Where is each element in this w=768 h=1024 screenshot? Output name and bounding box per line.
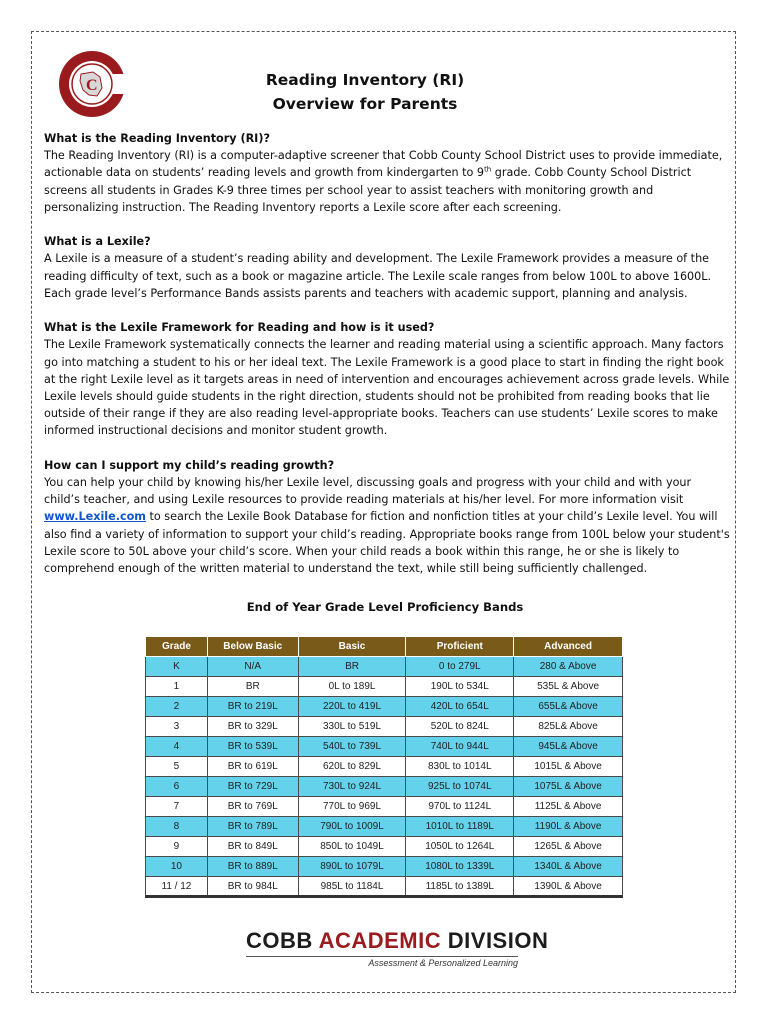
table-cell: 540L to 739L [298,737,406,757]
table-cell: 620L to 829L [298,757,406,777]
section-heading-framework: What is the Lexile Framework for Reading and how is it used? [44,321,435,335]
table-cell: 825L& Above [514,717,623,737]
svg-text:C: C [86,77,98,94]
table-cell: 1080L to 1339L [406,857,514,877]
table-cell: 520L to 824L [406,717,514,737]
table-row [146,657,623,677]
section-heading-lexile: What is a Lexile? [44,235,151,249]
table-cell: 535L & Above [514,677,623,697]
table-header-cell: Basic [298,637,406,657]
table-cell: 280 & Above [514,657,623,677]
table-cell: 655L& Above [514,697,623,717]
table-header-cell: Below Basic [207,637,298,657]
table-cell: 730L to 924L [298,777,406,797]
table-cell: 1265L & Above [514,837,623,857]
table-cell: 1015L & Above [514,757,623,777]
table-title: End of Year Grade Level Proficiency Bands [246,600,524,614]
table-cell: 1010L to 1189L [406,817,514,837]
table-cell: 9 [146,837,208,857]
table-row [146,877,623,897]
footer-subtitle: Assessment & Personalized Learning [368,958,518,968]
cobb-county-c-logo-icon [56,48,128,120]
table-cell: 970L to 1124L [406,797,514,817]
table-cell: 925L to 1074L [406,777,514,797]
table-cell: 1 [146,677,208,697]
table-header-cell: Proficient [406,637,514,657]
table-cell: 5 [146,757,208,777]
table-cell: 220L to 419L [298,697,406,717]
table-cell: BR to 329L [207,717,298,737]
table-cell: 1185L to 1389L [406,877,514,897]
table-row [146,737,623,757]
page-title: Reading Inventory (RI) [265,71,465,89]
footer-divider [246,956,518,957]
section-heading-support: How can I support my child’s reading growth? [44,458,335,472]
table-row [146,757,623,777]
table-header-row [146,637,623,657]
table-row [146,697,623,717]
table-cell: 190L to 534L [406,677,514,697]
table-cell: 1075L & Above [514,777,623,797]
section-text-framework: The Lexile Framework systematically connects the learner and reading material using a scientific approach. Many factors go into matching a student to his or her ideal text. The Lexile Framework is a good place to start in finding the right book at the right Lexile level as it targets areas in need of intervention and encourages achievement across grade levels. While Lexile levels should guide students in the right direction, students should not be prohibited from reading books that lie outside of their range if they are also reading level-appropriate books. Teachers can use students’ Lexile scores to make informed instructional decisions and monitor student growth. [44,338,730,438]
table-cell: BR [207,677,298,697]
table-header-cell: Grade [146,637,208,657]
table-cell: 1050L to 1264L [406,837,514,857]
table-cell: 2 [146,697,208,717]
table-cell: BR to 889L [207,857,298,877]
table-row [146,817,623,837]
table-row [146,857,623,877]
table-cell: 4 [146,737,208,757]
footer-logo [246,928,549,968]
table-cell: 11 / 12 [146,877,208,897]
table-cell: BR to 619L [207,757,298,777]
table-cell: BR to 769L [207,797,298,817]
table-cell: 985L to 1184L [298,877,406,897]
table-cell: BR [298,657,406,677]
table-cell: K [146,657,208,677]
section-text-support: You can help your child by knowing his/her Lexile level, discussing goals and progress with your child and with your child’s teacher, and using Lexile resources to provide reading materials at his/her level. For more information visit www.Lexile.com to search the Lexile Book Database for fiction and nonfiction titles at your child’s Lexile level. You will also find a variety of information to support your child’s reading. Appropriate books range from 100L below your student's Lexile score to 50L above your child’s score. When your child reads a book within this range, he or she is likely to comprehend enough of the written material to understand the text, while still being sufficiently challenged. [44,476,730,576]
table-cell: 330L to 519L [298,717,406,737]
section-text-lexile: A Lexile is a measure of a student’s reading ability and development. The Lexile Framework provides a measure of the reading difficulty of text, such as a book or magazine article. The Lexile scale ranges from below 100L to above 1600L. Each grade level’s Performance Bands assists parents and teachers with academic support, planning and analysis. [44,252,712,300]
table-cell: 945L& Above [514,737,623,757]
table-cell: 830L to 1014L [406,757,514,777]
table-row [146,797,623,817]
table-cell: 0 to 279L [406,657,514,677]
table-cell: 6 [146,777,208,797]
section-heading-ri: What is the Reading Inventory (RI)? [44,132,270,145]
table-cell: 0L to 189L [298,677,406,697]
table-cell: 8 [146,817,208,837]
page-subtitle: Overview for Parents [272,95,458,113]
table-cell: 740L to 944L [406,737,514,757]
table-cell: 1190L & Above [514,817,623,837]
table-cell: BR to 729L [207,777,298,797]
table-cell: BR to 789L [207,817,298,837]
footer-title: COBB ACADEMIC DIVISION [246,928,549,953]
table-cell: 850L to 1049L [298,837,406,857]
table-cell: BR to 219L [207,697,298,717]
table-row [146,717,623,737]
proficiency-bands-table [145,636,623,898]
document-body [44,130,730,594]
table-header-cell: Advanced [514,637,623,657]
table-cell: 790L to 1009L [298,817,406,837]
table-cell: 890L to 1079L [298,857,406,877]
table-row [146,777,623,797]
table-cell: 1340L & Above [514,857,623,877]
table-cell: 420L to 654L [406,697,514,717]
table-row [146,677,623,697]
table-cell: BR to 849L [207,837,298,857]
table-cell: 1125L & Above [514,797,623,817]
table-cell: N/A [207,657,298,677]
table-cell: 770L to 969L [298,797,406,817]
table-cell: BR to 539L [207,737,298,757]
table-cell: 1390L & Above [514,877,623,897]
table-row [146,837,623,857]
table-cell: BR to 984L [207,877,298,897]
table-cell: 7 [146,797,208,817]
title-block [200,68,530,116]
table-cell: 3 [146,717,208,737]
lexile-link[interactable]: www.Lexile.com [44,510,146,524]
section-text-ri: The Reading Inventory (RI) is a computer-adaptive screener that Cobb County School District uses to provide immediate, actionable data on students’ reading levels and growth from kindergarten to 9th grade. Cobb County School District screens all students in Grades K-9 three times per school year to assist teachers with monitoring growth and personalizing instruction. The Reading Inventory reports a Lexile score after each screening. [44,149,723,214]
table-cell: 10 [146,857,208,877]
